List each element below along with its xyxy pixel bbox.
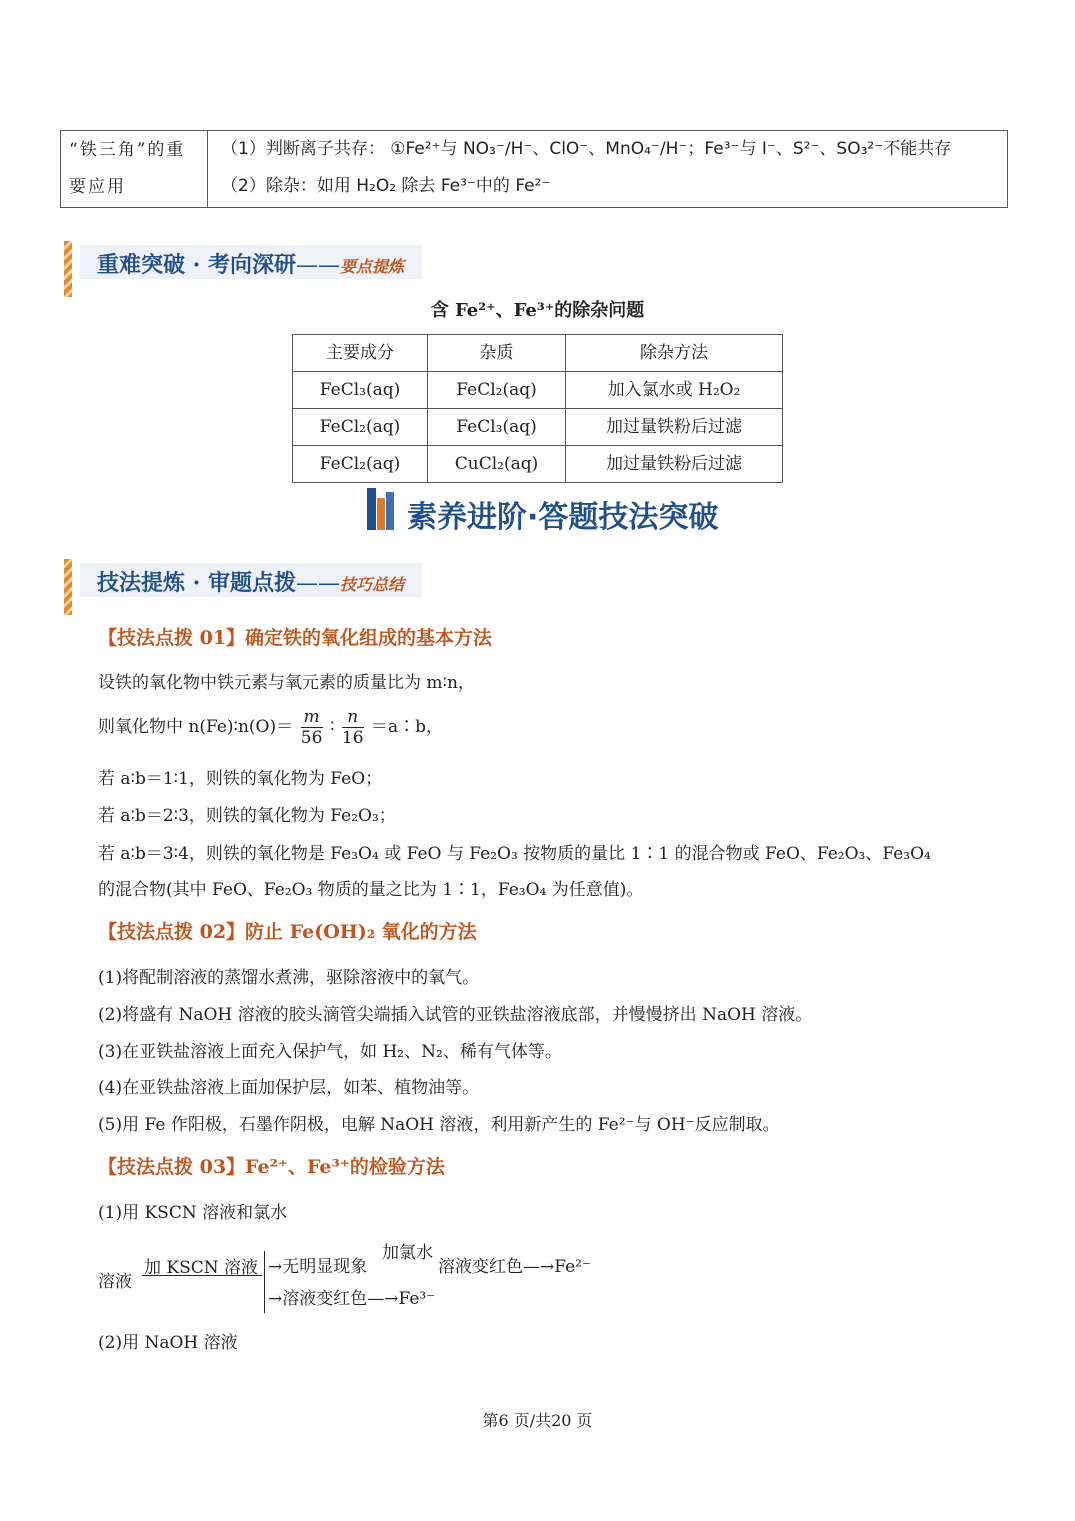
table-cell: FeCl₂(aq) (428, 372, 566, 409)
list-item: (4)在亚铁盐溶液上面加保护层，如苯、植物油等。 (98, 1078, 480, 1098)
numerator: n (342, 707, 364, 728)
table-header-row (293, 335, 783, 372)
book-icon (386, 492, 394, 530)
decorative-stripe (64, 559, 72, 615)
flow-branch1: →无明显现象 (268, 1257, 368, 1277)
tip-heading: 【技法点拨 03】Fe²⁺、Fe³⁺的检验方法 (98, 1156, 445, 1178)
book-icon (367, 488, 376, 530)
text-line: 若 a∶b＝2∶3，则铁的氧化物为 Fe₂O₃； (98, 806, 396, 826)
text-line: 若 a∶b＝1∶1，则铁的氧化物为 FeO； (98, 769, 383, 789)
section-title (97, 248, 404, 279)
section-dash: —— (295, 571, 340, 596)
section-title-text: 技法提炼 · 审题点拨 (97, 570, 296, 596)
section-header-key-points (64, 241, 424, 297)
application-table (60, 130, 1008, 208)
impurity-table-title: 含 Fe²⁺、Fe³⁺的除杂问题 (430, 300, 645, 321)
header-cell: 主要成分 (293, 335, 428, 372)
reagent-arrow-line (142, 1275, 262, 1276)
fraction (342, 707, 364, 748)
impurity-table (292, 334, 783, 483)
impurity-removal-row: （2）除杂：如用 H₂O₂ 除去 Fe³⁻中的 Fe²⁻ (221, 176, 551, 196)
text-line: (2)用 NaOH 溶液 (98, 1333, 238, 1353)
section-subtitle: 要点提炼 (339, 257, 404, 276)
text-line: 若 a∶b＝3∶4，则铁的氧化物是 Fe₃O₄ 或 FeO 与 Fe₂O₃ 按物质的量比 1∶1 的混合物或 FeO、Fe₂O₃、Fe₃O₄ (98, 844, 931, 864)
book-icon (377, 498, 385, 530)
list-item: (3)在亚铁盐溶液上面充入保护气，如 H₂、N₂、稀有气体等。 (98, 1042, 562, 1062)
header-cell: 除杂方法 (566, 335, 783, 372)
text-line: 的混合物(其中 FeO、Fe₂O₃ 物质的量之比为 1∶1，Fe₃O₄ 为任意值)。 (98, 880, 644, 900)
flow-branch1-result: 溶液变红色—→Fe²⁻ (438, 1257, 591, 1277)
fraction (301, 707, 323, 748)
section-subtitle: 技巧总结 (339, 575, 404, 594)
coexistence-row: （1）判断离子共存： ①Fe²⁺与 NO₃⁻/H⁻、ClO⁻、MnO₄⁻/H⁻；Fe³⁻与 I⁻、S²⁻、SO₃²⁻不能共存 (221, 139, 952, 159)
table-cell: FeCl₂(aq) (293, 446, 428, 483)
table-cell: 加过量铁粉后过滤 (566, 409, 783, 446)
tip-heading: 【技法点拨 02】防止 Fe(OH)₂ 氧化的方法 (98, 921, 477, 943)
denominator: 16 (341, 728, 364, 748)
numerator: m (301, 707, 323, 728)
table-cell: 加过量铁粉后过滤 (566, 446, 783, 483)
branch-brace (264, 1251, 265, 1313)
table-row (293, 372, 783, 409)
page-number: 第6 页/共20 页 (482, 1411, 593, 1430)
table-cell: FeCl₃(aq) (428, 409, 566, 446)
banner-title: 素养进阶·答题技法突破 (407, 500, 719, 535)
table-cell: FeCl₂(aq) (293, 409, 428, 446)
detection-flowchart (98, 1237, 618, 1317)
list-item: (2)将盛有 NaOH 溶液的胶头滴管尖端插入试管的亚铁盐溶液底部，并慢慢挤出 NaOH 溶液。 (98, 1005, 813, 1025)
flow-reagent: 加 KSCN 溶液 (144, 1258, 259, 1278)
table-row (293, 446, 783, 483)
decorative-stripe (64, 241, 72, 297)
table-cell: FeCl₃(aq) (293, 372, 428, 409)
section-dash: —— (295, 253, 340, 278)
flow-start: 溶液 (98, 1272, 132, 1292)
denominator: 56 (300, 728, 323, 748)
section-title (97, 566, 404, 597)
section-banner (367, 486, 727, 534)
header-cell: 杂质 (428, 335, 566, 372)
list-item: (1)将配制溶液的蒸馏水煮沸，驱除溶液中的氧气。 (98, 968, 480, 988)
flow-branch2: →溶液变红色—→Fe³⁻ (268, 1289, 436, 1309)
table-row (293, 409, 783, 446)
ratio-colon: ∶ (330, 717, 335, 737)
table-cell: 加入氯水或 H₂O₂ (566, 372, 783, 409)
text-line: (1)用 KSCN 溶液和氯水 (98, 1203, 288, 1223)
formula-text: 则氧化物中 n(Fe)∶n(O)＝ (98, 717, 294, 737)
section-header-techniques (64, 559, 424, 615)
text-line: 设铁的氧化物中铁元素与氧元素的质量比为 m∶n， (98, 673, 475, 693)
ratio-formula (98, 707, 443, 748)
tip-heading: 【技法点拨 01】确定铁的氧化组成的基本方法 (98, 627, 493, 649)
list-item: (5)用 Fe 作阳极，石墨作阴极，电解 NaOH 溶液，利用新产生的 Fe²⁻与 OH⁻反应制取。 (98, 1115, 780, 1135)
section-title-text: 重难突破 · 考向深研 (97, 252, 296, 278)
table-content-cell (209, 131, 1007, 207)
table-cell: CuCl₂(aq) (428, 446, 566, 483)
formula-text: ＝a∶b， (370, 717, 443, 737)
table-label-cell: “铁三角”的重要应用 (61, 131, 208, 207)
flow-reagent2: 加氯水 (382, 1243, 433, 1263)
